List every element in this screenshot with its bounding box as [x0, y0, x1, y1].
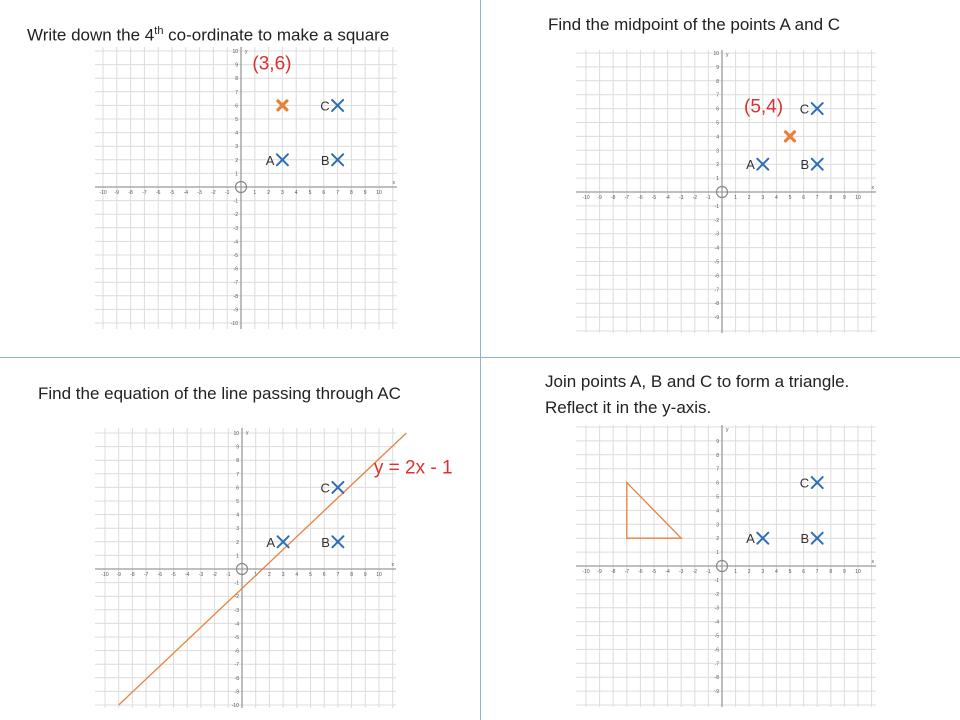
x-tick-label: 6	[322, 572, 326, 578]
x-tick-label: -4	[184, 572, 190, 578]
y-tick-label: 4	[235, 130, 238, 137]
x-tick-label: 5	[308, 190, 312, 196]
y-tick-label: 9	[235, 62, 238, 69]
x-tick-label: -1	[226, 572, 231, 578]
y-tick-label: -1	[714, 203, 719, 210]
point-a-label: A	[746, 531, 755, 547]
y-tick-label: -4	[233, 239, 238, 246]
x-tick-label: 8	[350, 190, 353, 196]
y-tick-label: -10	[231, 703, 239, 709]
y-axis-label: y	[246, 430, 249, 436]
x-tick-label: 6	[802, 569, 805, 575]
y-tick-label: 5	[236, 499, 239, 505]
y-tick-label: 6	[716, 480, 719, 487]
panel-4-title	[545, 369, 849, 421]
point-a-label: A	[265, 152, 275, 168]
panel-1-title: Write down the 4th co-ordinate to make a square	[27, 25, 390, 45]
y-tick-label: 10	[713, 51, 719, 57]
y-tick-label: -1	[234, 580, 239, 587]
x-tick-label: -8	[610, 195, 616, 201]
point-c-label: C	[320, 480, 330, 496]
y-tick-label: 10	[232, 49, 238, 55]
x-tick-label: 4	[294, 190, 298, 196]
x-tick-label: 10	[855, 195, 861, 201]
y-tick-label: 7	[716, 92, 719, 99]
x-axis-label: x	[392, 180, 395, 186]
x-tick-label: 8	[350, 572, 353, 578]
x-tick-label: -9	[597, 569, 602, 575]
y-tick-label: 9	[716, 64, 719, 71]
x-tick-label: 4	[295, 572, 299, 578]
y-tick-label: 3	[236, 526, 239, 533]
x-tick-label: 3	[281, 190, 284, 196]
x-tick-label: 2	[747, 569, 751, 575]
y-tick-label: -6	[714, 273, 719, 280]
x-tick-label: -9	[114, 190, 120, 196]
y-tick-label: -1	[233, 198, 238, 205]
x-tick-label: 7	[336, 572, 340, 578]
x-tick-label: -9	[597, 195, 602, 201]
x-tick-label: 1	[253, 190, 257, 196]
panel-4-title-line-2: Reflect it in the y-axis.	[545, 398, 712, 417]
y-tick-label: -9	[714, 689, 719, 696]
point-b-label: B	[320, 152, 330, 168]
x-tick-label: 2	[267, 190, 270, 196]
x-tick-label: 8	[829, 569, 833, 575]
x-tick-label: 7	[815, 569, 819, 575]
y-tick-label: -4	[714, 619, 719, 626]
y-tick-label: 4	[716, 134, 719, 141]
y-tick-label: 8	[235, 76, 238, 83]
x-tick-label: 9	[363, 190, 367, 196]
x-tick-label: -4	[665, 195, 670, 201]
x-tick-label: 2	[268, 572, 271, 578]
point-b-label: B	[800, 531, 810, 547]
x-tick-label: -3	[678, 569, 684, 575]
x-tick-label: -5	[651, 569, 657, 575]
x-tick-label: 1	[734, 195, 737, 201]
x-tick-label: -8	[128, 190, 133, 196]
y-tick-label: 8	[716, 452, 719, 459]
x-tick-label: 2	[747, 195, 751, 201]
x-tick-label: -7	[143, 572, 149, 578]
y-tick-label: 8	[716, 78, 719, 85]
answer-annotation: y = 2x - 1	[373, 457, 453, 479]
y-tick-label: 3	[716, 148, 719, 155]
x-tick-label: -4	[665, 569, 670, 575]
x-tick-label: -7	[624, 195, 630, 201]
y-tick-label: 4	[236, 512, 239, 519]
y-tick-label: 2	[716, 162, 719, 169]
y-tick-label: 7	[236, 471, 239, 478]
panel-3-coordinate-grid	[95, 428, 453, 709]
y-tick-label: 2	[235, 157, 238, 164]
y-tick-label: 3	[235, 144, 238, 151]
x-tick-label: -1	[706, 569, 711, 575]
panel-3-title: Find the equation of the line passing through AC	[38, 384, 401, 403]
y-tick-label: -8	[233, 293, 238, 300]
y-tick-label: -5	[714, 259, 719, 266]
y-tick-label: 9	[716, 438, 719, 445]
y-tick-label: -9	[234, 689, 239, 696]
y-tick-label: 2	[236, 539, 239, 546]
y-tick-label: -3	[233, 225, 238, 232]
x-tick-label: 8	[829, 195, 833, 201]
x-tick-label: -7	[624, 569, 630, 575]
x-tick-label: -4	[183, 190, 189, 196]
x-tick-label: -3	[197, 190, 202, 196]
x-tick-label: 10	[855, 569, 861, 575]
x-tick-label: 6	[322, 190, 326, 196]
y-tick-label: 5	[235, 117, 238, 123]
x-tick-label: -3	[678, 195, 684, 201]
x-tick-label: 7	[336, 190, 339, 196]
x-tick-label: -10	[582, 569, 590, 575]
panel-4-title-line-1: Join points A, B and C to form a triangle.	[545, 372, 850, 391]
y-tick-label: -10	[230, 321, 238, 327]
y-tick-label: 10	[233, 431, 239, 437]
y-tick-label: 1	[716, 550, 719, 557]
x-tick-label: 5	[309, 572, 312, 578]
x-tick-label: -10	[582, 195, 590, 201]
x-tick-label: 6	[802, 195, 805, 201]
x-tick-label: -6	[157, 572, 163, 578]
panel-1-coordinate-grid	[95, 47, 397, 329]
x-tick-label: -10	[101, 572, 109, 578]
y-tick-label: -4	[234, 621, 239, 628]
x-tick-label: 10	[376, 190, 382, 196]
point-c-label: C	[799, 101, 810, 117]
x-tick-label: -5	[171, 572, 176, 578]
y-tick-label: -5	[234, 635, 239, 641]
y-tick-label: -7	[714, 287, 719, 294]
point-c-label: C	[799, 475, 810, 491]
x-tick-label: -1	[224, 190, 230, 196]
x-tick-label: -8	[130, 572, 135, 578]
y-tick-label: -2	[714, 217, 719, 224]
y-tick-label: 6	[716, 106, 719, 113]
x-tick-label: -8	[610, 569, 616, 575]
y-tick-label: -6	[234, 648, 239, 655]
y-tick-label: -7	[714, 661, 719, 668]
y-tick-label: -3	[234, 607, 239, 614]
point-b-label: B	[321, 534, 330, 550]
y-tick-label: -1	[714, 577, 719, 584]
x-tick-label: -6	[638, 569, 643, 575]
y-tick-label: -2	[234, 594, 239, 601]
point-c-label: C	[320, 98, 330, 114]
y-tick-label: -8	[234, 675, 239, 682]
y-tick-label: 3	[716, 522, 719, 529]
x-tick-label: 5	[788, 195, 792, 201]
x-tick-label: -3	[198, 572, 204, 578]
x-tick-label: 1	[734, 569, 737, 575]
y-tick-label: 7	[716, 466, 719, 473]
x-tick-label: -2	[212, 572, 217, 578]
y-tick-label: -7	[234, 662, 239, 669]
y-tick-label: -9	[233, 307, 238, 314]
y-tick-label: -7	[233, 280, 238, 287]
y-tick-label: 2	[716, 536, 719, 543]
y-tick-label: 5	[716, 120, 719, 127]
vertical-divider	[480, 0, 481, 720]
x-tick-label: -6	[155, 190, 161, 196]
y-tick-label: -8	[714, 301, 719, 308]
grid-background	[95, 428, 396, 708]
x-tick-label: -9	[116, 572, 121, 578]
y-tick-label: 1	[236, 553, 239, 560]
y-tick-label: 9	[236, 444, 239, 451]
y-tick-label: -5	[714, 633, 719, 640]
y-tick-label: -3	[714, 231, 719, 238]
y-axis-label: y	[726, 52, 729, 58]
answer-annotation: (5,4)	[744, 96, 784, 118]
x-tick-label: 9	[843, 569, 846, 575]
x-tick-label: 9	[843, 195, 846, 201]
y-tick-label: -6	[233, 266, 238, 273]
x-tick-label: 3	[281, 572, 285, 578]
y-tick-label: -2	[714, 591, 719, 598]
panel-2-title: Find the midpoint of the points A and C	[548, 15, 841, 34]
x-tick-label: 10	[376, 572, 382, 578]
x-tick-label: 7	[815, 195, 819, 201]
y-tick-label: 4	[716, 508, 719, 515]
horizontal-divider	[0, 357, 960, 358]
x-axis-label: x	[871, 559, 874, 565]
panel-4-coordinate-grid	[576, 425, 876, 707]
x-tick-label: -2	[211, 190, 216, 196]
point-b-label: B	[800, 157, 810, 173]
y-tick-label: -3	[714, 605, 719, 612]
y-tick-label: -8	[714, 675, 719, 682]
x-tick-label: 4	[775, 195, 778, 201]
answer-annotation: (3,6)	[252, 53, 292, 75]
y-tick-label: -4	[714, 245, 719, 252]
y-tick-label: 6	[235, 103, 238, 110]
panel-2-coordinate-grid	[576, 50, 876, 333]
x-tick-label: -7	[142, 190, 147, 196]
x-tick-label: -5	[169, 190, 175, 196]
x-axis-label: x	[871, 185, 874, 191]
x-tick-label: -6	[638, 195, 643, 201]
x-tick-label: -5	[651, 195, 657, 201]
y-tick-label: -5	[233, 253, 238, 259]
x-axis-label: x	[391, 562, 394, 568]
x-tick-label: -2	[692, 195, 698, 201]
x-tick-label: 3	[761, 569, 765, 575]
point-a-label: A	[746, 157, 755, 173]
y-tick-label: 5	[716, 494, 719, 501]
x-tick-label: 3	[761, 195, 765, 201]
y-tick-label: 7	[235, 89, 238, 96]
x-tick-label: -1	[706, 195, 711, 201]
x-tick-label: 5	[788, 569, 792, 575]
x-tick-label: 9	[363, 572, 367, 578]
x-tick-label: -10	[99, 190, 107, 196]
y-tick-label: 6	[236, 485, 239, 492]
y-axis-label: y	[726, 427, 729, 433]
y-tick-label: -9	[714, 315, 719, 322]
y-tick-label: -2	[233, 212, 238, 219]
y-tick-label: 1	[716, 176, 719, 183]
y-tick-label: -6	[714, 647, 719, 654]
y-tick-label: 1	[235, 171, 238, 178]
x-tick-label: -2	[692, 569, 698, 575]
y-tick-label: 8	[236, 458, 239, 465]
point-a-label: A	[266, 534, 276, 550]
y-axis-label: y	[245, 49, 248, 55]
x-tick-label: 4	[775, 569, 778, 575]
